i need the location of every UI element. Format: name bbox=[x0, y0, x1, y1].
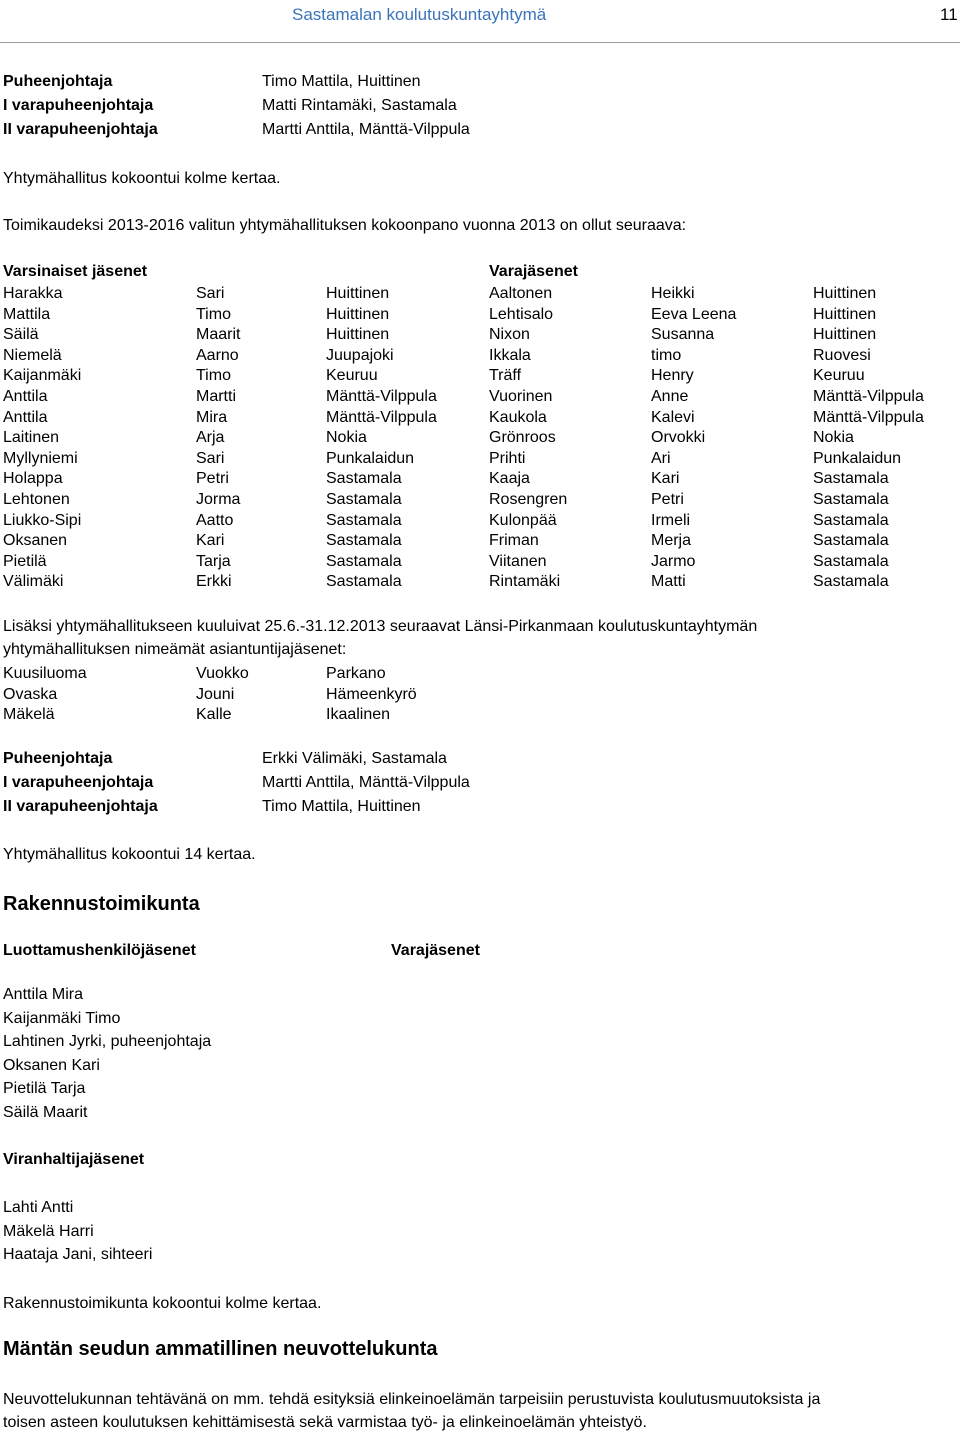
member-cell: Mattila bbox=[3, 305, 51, 323]
member-cell: Ruovesi bbox=[813, 346, 871, 364]
building-committee-title: Rakennustoimikunta bbox=[3, 893, 200, 915]
member-cell: Heikki bbox=[651, 285, 695, 302]
member-cell: Anttila bbox=[3, 388, 48, 405]
trustee-item: Anttila Mira bbox=[3, 986, 84, 1003]
member-cell: Henry bbox=[651, 367, 694, 385]
member-cell: Liukko-Sipi bbox=[3, 511, 82, 529]
officer-person: Timo Mattila, Huittinen bbox=[262, 73, 421, 90]
member-cell: Oksanen bbox=[3, 532, 68, 550]
member-cell: Sastamala bbox=[813, 552, 889, 570]
member-cell: Viitanen bbox=[489, 552, 547, 570]
member-cell: Martti bbox=[196, 388, 236, 405]
deputies-label: Varajäsenet bbox=[391, 942, 480, 959]
member-cell: Kulonpää bbox=[489, 511, 557, 529]
official-item: Mäkelä Harri bbox=[3, 1222, 94, 1240]
officer-person: Martti Anttila, Mänttä-Vilppula bbox=[262, 121, 470, 138]
officer-role: Puheenjohtaja bbox=[3, 73, 113, 90]
member-cell: Pietilä bbox=[3, 552, 47, 570]
member-cell: Susanna bbox=[651, 326, 715, 344]
member-cell: Irmeli bbox=[651, 511, 691, 529]
member-cell: Säilä bbox=[3, 326, 39, 344]
member-cell: Eeva Leena bbox=[651, 305, 737, 323]
member-cell: Anttila bbox=[3, 408, 48, 426]
member-cell: Nokia bbox=[326, 429, 367, 447]
member-cell: Keuruu bbox=[326, 367, 378, 385]
member-cell: Sari bbox=[196, 449, 225, 467]
expert-cell: Kalle bbox=[196, 706, 232, 724]
member-cell: Punkalaidun bbox=[813, 449, 902, 467]
member-cell: Sari bbox=[196, 285, 225, 302]
member-cell: Träff bbox=[489, 367, 522, 385]
member-cell: Ikkala bbox=[489, 346, 531, 364]
expert-cell: Hämeenkyrö bbox=[326, 685, 417, 703]
official-item: Haataja Jani, sihteeri bbox=[3, 1246, 153, 1264]
member-cell: Petri bbox=[196, 470, 229, 488]
officer-role: II varapuheenjohtaja bbox=[3, 798, 158, 815]
expert-cell: Jouni bbox=[196, 685, 235, 703]
member-cell: Sastamala bbox=[326, 470, 402, 488]
member-cell: Mänttä-Vilppula bbox=[813, 408, 924, 426]
member-cell: Aarno bbox=[196, 346, 239, 364]
member-cell: Anne bbox=[651, 388, 689, 405]
member-cell: Välimäki bbox=[3, 573, 64, 591]
member-cell: Sastamala bbox=[813, 511, 889, 529]
officer-role: I varapuheenjohtaja bbox=[3, 97, 154, 114]
member-cell: Huittinen bbox=[326, 285, 390, 302]
member-cell: Mänttä-Vilppula bbox=[326, 388, 437, 405]
officials-label: Viranhaltijajäsenet bbox=[3, 1151, 145, 1168]
negotiation-text-line1: Neuvottelukunnan tehtävänä on mm. tehdä esityksiä elinkeinoelämän tarpeisiin perustuvista koulutusmuutoksista ja bbox=[3, 1391, 821, 1408]
expert-cell: Mäkelä bbox=[3, 706, 55, 724]
trustee-item: Oksanen Kari bbox=[3, 1056, 100, 1074]
member-cell: Rosengren bbox=[489, 491, 568, 508]
member-cell: Sastamala bbox=[326, 552, 402, 570]
meetings-note-1: Yhtymähallitus kokoontui kolme kertaa. bbox=[3, 170, 281, 187]
member-cell: Huittinen bbox=[813, 326, 877, 344]
member-cell: Sastamala bbox=[326, 511, 402, 529]
member-cell: Ari bbox=[651, 449, 671, 467]
officer-person: Martti Anttila, Mänttä-Vilppula bbox=[262, 774, 470, 791]
officer-role: Puheenjohtaja bbox=[3, 750, 113, 767]
member-cell: Huittinen bbox=[326, 326, 390, 344]
negotiation-committee-title: Mäntän seudun ammatillinen neuvottelukunta bbox=[3, 1338, 438, 1360]
member-cell: Friman bbox=[489, 532, 539, 550]
officer-person: Matti Rintamäki, Sastamala bbox=[262, 97, 457, 114]
member-cell: Kari bbox=[651, 470, 680, 488]
regular-members-heading: Varsinaiset jäsenet bbox=[3, 263, 148, 280]
member-cell: Juupajoki bbox=[326, 346, 394, 364]
member-cell: Mänttä-Vilppula bbox=[813, 388, 924, 405]
member-cell: Jorma bbox=[196, 491, 241, 508]
experts-intro-line1: Lisäksi yhtymähallitukseen kuuluivat 25.6.-31.12.2013 seuraavat Länsi-Pirkanmaan koulutuskuntayhtymän bbox=[3, 618, 758, 635]
trustee-item: Kaijanmäki Timo bbox=[3, 1009, 121, 1027]
member-cell: Mira bbox=[196, 408, 228, 426]
member-cell: Erkki bbox=[196, 573, 232, 591]
member-cell: Kaaja bbox=[489, 470, 530, 488]
expert-cell: Vuokko bbox=[196, 665, 249, 682]
member-cell: Sastamala bbox=[326, 532, 402, 550]
expert-cell: Ikaalinen bbox=[326, 706, 391, 724]
member-cell: Grönroos bbox=[489, 429, 556, 447]
member-cell: Nokia bbox=[813, 429, 854, 447]
member-cell: Sastamala bbox=[813, 532, 889, 550]
expert-cell: Kuusiluoma bbox=[3, 665, 87, 682]
trustee-item: Pietilä Tarja bbox=[3, 1080, 86, 1098]
member-cell: Laitinen bbox=[3, 429, 60, 447]
member-cell: Aatto bbox=[196, 511, 234, 529]
member-cell: Kari bbox=[196, 532, 225, 550]
page-header bbox=[0, 0, 960, 43]
officer-person: Erkki Välimäki, Sastamala bbox=[262, 750, 447, 767]
header-title: Sastamalan koulutuskuntayhtymä bbox=[292, 5, 547, 24]
member-cell: Kaijanmäki bbox=[3, 367, 82, 385]
trustee-item: Säilä Maarit bbox=[3, 1104, 88, 1121]
member-cell: Lehtisalo bbox=[489, 305, 554, 323]
deputy-members-heading: Varajäsenet bbox=[489, 263, 578, 280]
member-cell: Sastamala bbox=[813, 573, 889, 591]
member-cell: Arja bbox=[196, 429, 225, 447]
member-cell: Sastamala bbox=[813, 470, 889, 488]
member-cell: Nixon bbox=[489, 326, 530, 344]
composition-intro: Toimikaudeksi 2013-2016 valitun yhtymähallituksen kokoonpano vuonna 2013 on ollut seuraava: bbox=[3, 217, 687, 234]
member-cell: Punkalaidun bbox=[326, 449, 415, 467]
experts-intro-line2: yhtymähallituksen nimeämät asiantuntijajäsenet: bbox=[3, 641, 347, 658]
member-cell: Huittinen bbox=[813, 285, 877, 302]
member-cell: Matti bbox=[651, 573, 686, 591]
officer-role: I varapuheenjohtaja bbox=[3, 774, 154, 791]
page-number: 11 bbox=[940, 5, 958, 24]
building-committee-meetings-note: Rakennustoimikunta kokoontui kolme kertaa. bbox=[3, 1295, 322, 1312]
member-cell: Myllyniemi bbox=[3, 449, 78, 467]
member-cell: Timo bbox=[196, 367, 231, 385]
expert-cell: Ovaska bbox=[3, 685, 58, 703]
officer-person: Timo Mattila, Huittinen bbox=[262, 798, 421, 815]
member-cell: Merja bbox=[651, 532, 692, 550]
member-cell: Sastamala bbox=[326, 491, 402, 508]
officer-role: II varapuheenjohtaja bbox=[3, 121, 158, 138]
member-cell: Lehtonen bbox=[3, 491, 70, 508]
expert-cell: Parkano bbox=[326, 665, 386, 682]
member-cell: Petri bbox=[651, 491, 684, 508]
member-cell: Vuorinen bbox=[489, 388, 553, 405]
member-cell: Huittinen bbox=[813, 305, 877, 323]
member-cell: Rintamäki bbox=[489, 573, 561, 591]
member-cell: Orvokki bbox=[651, 429, 706, 447]
trustee-item: Lahtinen Jyrki, puheenjohtaja bbox=[3, 1033, 212, 1051]
member-cell: Huittinen bbox=[326, 305, 390, 323]
member-cell: Kalevi bbox=[651, 408, 695, 426]
member-cell: Prihti bbox=[489, 449, 526, 467]
member-cell: timo bbox=[651, 346, 682, 364]
member-cell: Jarmo bbox=[651, 552, 696, 570]
negotiation-text-line2: toisen asteen koulutuksen kehittämisestä sekä varmistaa työ- ja elinkeinoelämän yhteistyö. bbox=[3, 1414, 647, 1431]
official-item: Lahti Antti bbox=[3, 1199, 74, 1216]
trustees-label: Luottamushenkilöjäsenet bbox=[3, 942, 196, 959]
member-cell: Holappa bbox=[3, 470, 63, 488]
member-cell: Sastamala bbox=[326, 573, 402, 591]
member-cell: Harakka bbox=[3, 285, 63, 302]
member-cell: Kaukola bbox=[489, 408, 547, 426]
member-cell: Tarja bbox=[196, 552, 231, 570]
member-cell: Mänttä-Vilppula bbox=[326, 408, 437, 426]
member-cell: Niemelä bbox=[3, 346, 62, 364]
member-cell: Keuruu bbox=[813, 367, 865, 385]
member-cell: Maarit bbox=[196, 326, 241, 344]
member-cell: Timo bbox=[196, 305, 231, 323]
member-cell: Aaltonen bbox=[489, 285, 553, 302]
member-cell: Sastamala bbox=[813, 491, 889, 508]
meetings-note-2: Yhtymähallitus kokoontui 14 kertaa. bbox=[3, 846, 256, 863]
